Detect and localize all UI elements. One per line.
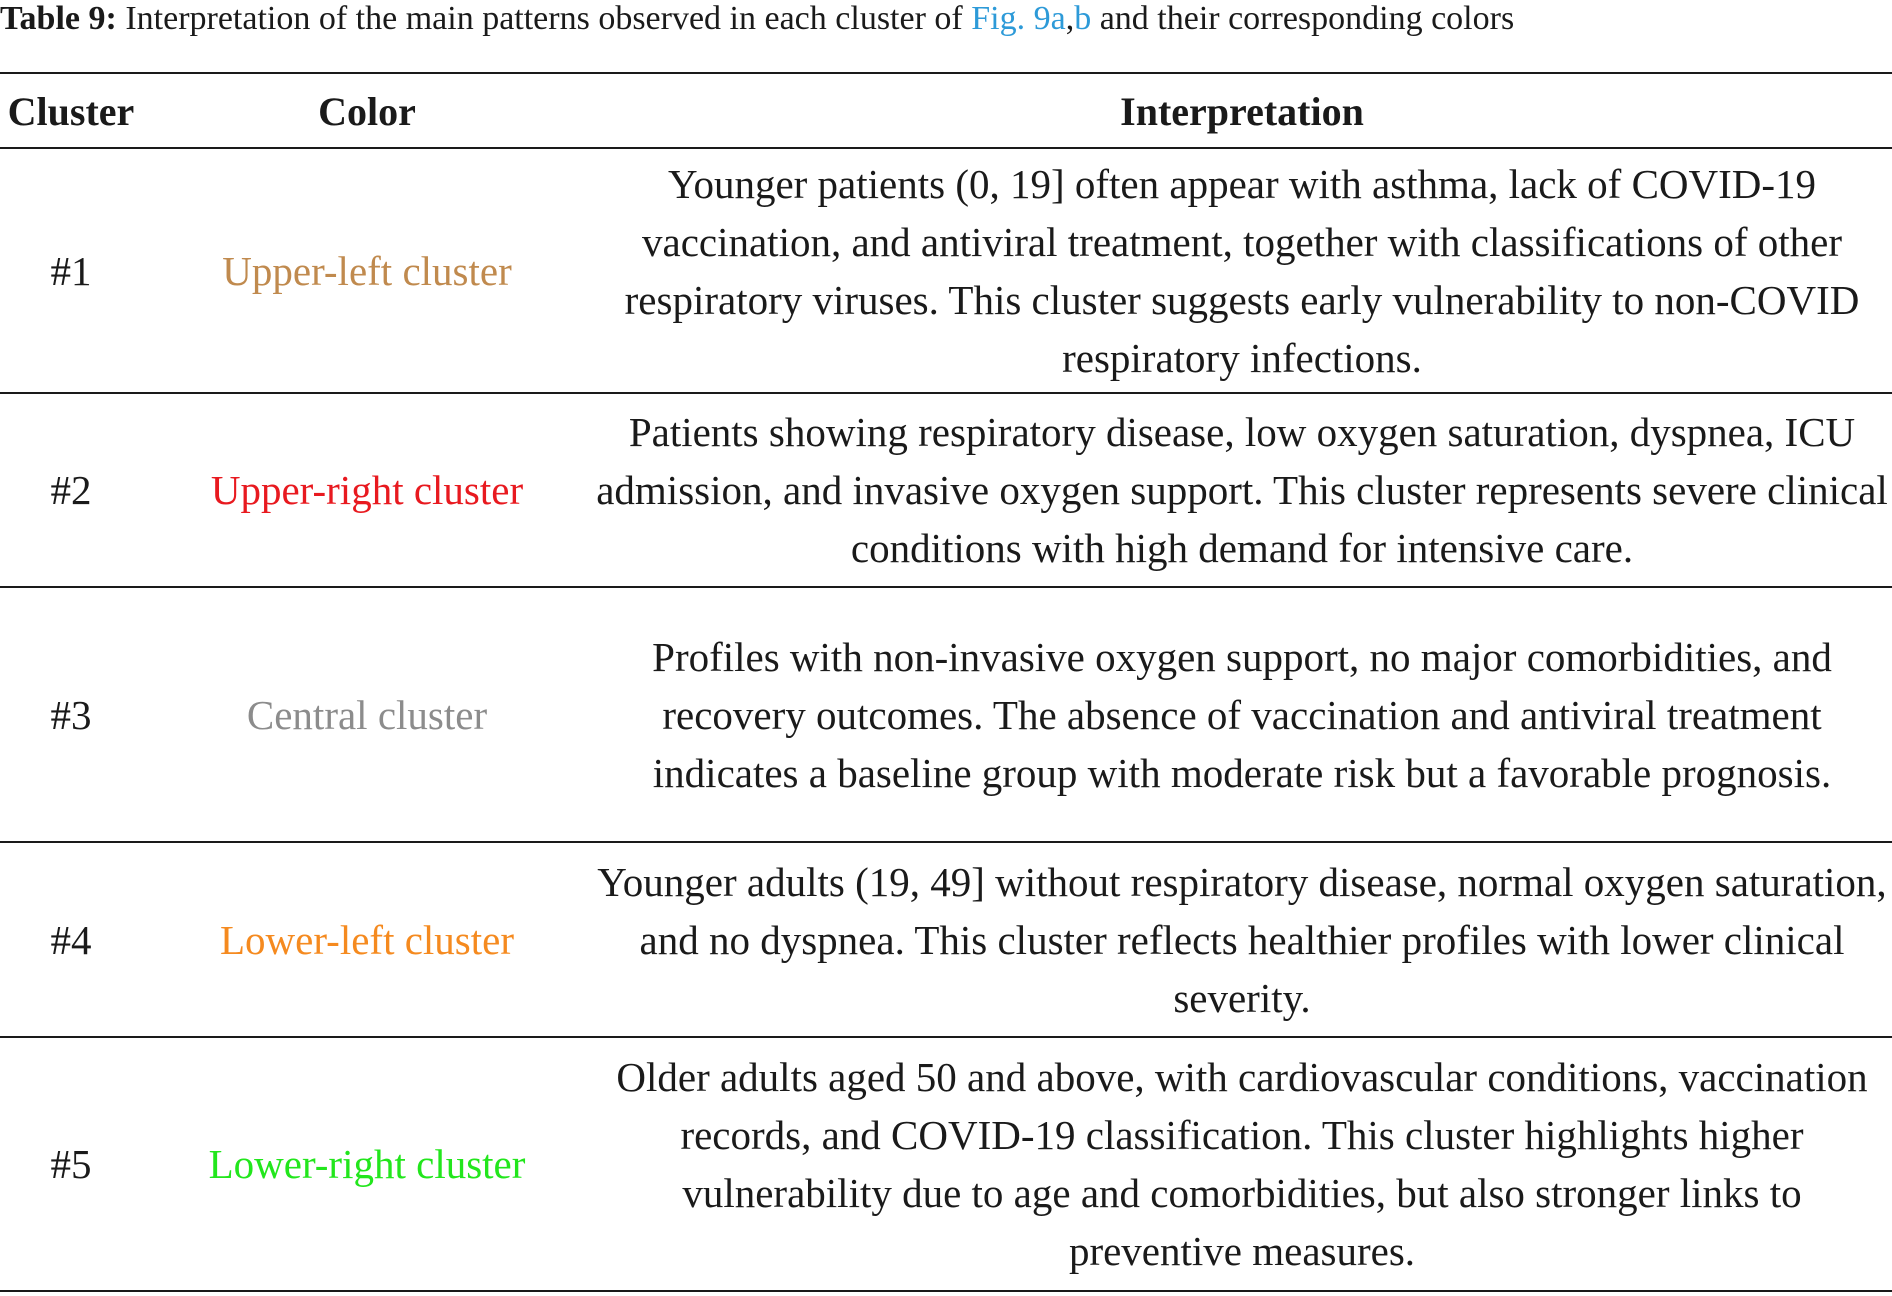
table-row (0, 843, 1892, 1036)
caption-text: Interpretation of the main patterns observed in each cluster of (125, 0, 963, 37)
cluster-interpretation: Younger patients (0, 19] often appear with asthma, lack of COVID-19 vaccination, and antiviral treatment, together with classifications of other respiratory viruses. This cluster suggests early vulnerability to non-COVID respiratory infections. (624, 160, 1860, 381)
cluster-color-label: Central cluster (246, 691, 488, 738)
table-row (0, 149, 1892, 392)
cluster-interpretation: Younger adults (19, 49] without respiratory disease, normal oxygen saturation, and no dyspnea. This cluster reflects healthier profiles with lower clinical severity. (597, 858, 1887, 1021)
cluster-color-label: Lower-left cluster (219, 916, 514, 963)
table-label: Table 9: (0, 0, 117, 37)
cluster-color-label: Upper-right cluster (210, 467, 524, 513)
cluster-interpretation: Patients showing respiratory disease, low oxygen saturation, dyspnea, ICU admission, and invasive oxygen support. This cluster represents severe clinical conditions with high demand for intensive care. (596, 409, 1888, 571)
bottom-rule (0, 1290, 1892, 1292)
table-row (0, 588, 1892, 841)
header-color: Color (318, 88, 416, 134)
cluster-color-label: Lower-right cluster (208, 1141, 526, 1187)
cluster-id: #3 (50, 691, 92, 738)
header-cluster: Cluster (7, 88, 135, 134)
cluster-color-label: Upper-left cluster (222, 247, 512, 294)
figure-link-9a[interactable]: Fig. 9a (971, 0, 1066, 37)
caption-text-end: and their corresponding colors (1099, 0, 1515, 37)
cluster-id: #2 (50, 467, 92, 513)
caption-separator: , (1065, 0, 1075, 37)
table-header (0, 74, 1892, 148)
figure-link-9b[interactable]: b (1074, 0, 1092, 37)
cluster-id: #4 (50, 916, 92, 963)
table-caption (0, 0, 1892, 44)
table-row (0, 1038, 1892, 1290)
cluster-id: #5 (50, 1141, 92, 1187)
cluster-interpretation: Older adults aged 50 and above, with cardiovascular conditions, vaccination records, and COVID-19 classification. This cluster highlights higher vulnerability due to age and comorbidities, but also stronger links to preventive measures. (616, 1054, 1868, 1274)
cluster-interpretation: Profiles with non-invasive oxygen support, no major comorbidities, and recovery outcomes. The absence of vaccination and antiviral treatment indicates a baseline group with moderate risk but a favorable prognosis. (652, 633, 1832, 796)
cluster-id: #1 (50, 247, 92, 294)
header-interpretation: Interpretation (1120, 88, 1364, 134)
table-row (0, 394, 1892, 586)
